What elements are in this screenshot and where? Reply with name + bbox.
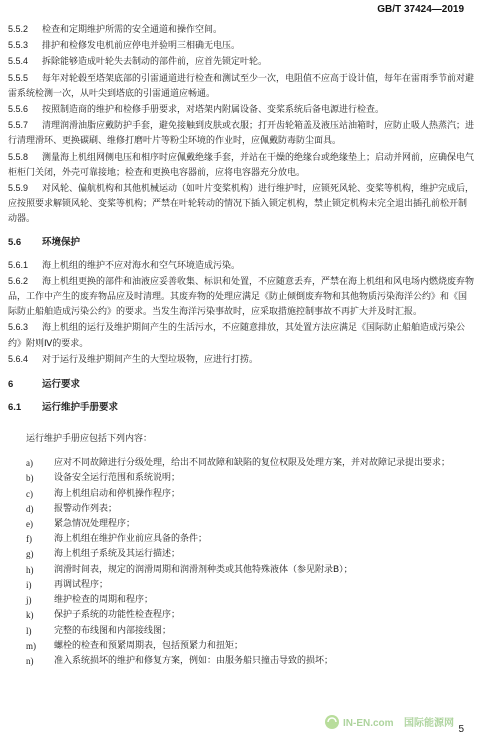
list-intro: 运行维护手册应包括下列内容： xyxy=(26,434,153,445)
list-item-j: j) 维护检查的周期和程序； xyxy=(26,595,154,606)
list-item-n: n) 准入系统损坏的维护和修复方案，例如：由服务船只撞击导致的损坏； xyxy=(26,655,334,666)
list-item-b: b) 设备安全运行范围和系统说明； xyxy=(26,473,181,484)
page-content xyxy=(8,22,474,669)
standard-number: GB/T 37424—2019 xyxy=(377,4,464,15)
clause-5-5-7: 5.5.7 清理润滑油脂应戴防护手套，避免接触到皮肤或衣服；打开齿轮箱盖及液压站油箱时，应防止吸人热蒸汽；进行清理滑环、更换碳刷、维修打磨叶片等粉尘环境的作业时，应佩戴防毒防尘面具。 xyxy=(8,120,475,147)
watermark-logo xyxy=(324,711,474,733)
list-item-l: l) 完整的布线图和内部接线图； xyxy=(26,625,172,636)
section-heading-6: 6 运行要求 xyxy=(8,379,81,391)
list-item-a: a) 应对不同故障进行分级处理，给出不同故障和缺陷的复位权限及处理方案，并对故障记录提出要求； xyxy=(26,458,451,469)
clause-5-5-3: 5.5.3 排护和检修发电机前应停电并验明三相确无电压。 xyxy=(8,40,241,52)
clause-5-5-8: 5.5.8 测量海上机组网侧电压和相序时应佩戴绝缘手套，并站在干燥的绝缘台或绝缘垫上；启动并网前，应确保电气柜柜门关闭，外壳可靠接地；检查和更换电容器前，应将电容器充分放电。 xyxy=(8,151,475,178)
clause-5-5-9: 5.5.9 对风轮、偏航机构和其他机械运动（如叶片变桨机构）进行维护时，应锁死风轮、变桨等机构，维护完成后，应按照要求解锁风轮、变桨等机构；严禁在叶轮转动的情况下插入锁定机构，禁止锁定机构未完全退出插孔前松开制动器。 xyxy=(8,183,475,225)
list-item-i: i) 再调试程序； xyxy=(26,579,109,590)
clause-5-5-5: 5.5.5 每年对轮毂至塔架底部的引雷通道进行检查和测试至少一次，电阻值不应高于设计值，每年在雷雨季节前对避雷系统检测一次，从叶尖到塔底的引雷通道应畅通。 xyxy=(8,72,475,99)
section-heading-5-6: 5.6 环境保护 xyxy=(8,236,81,248)
list-item-g: g) 海上机组子系统及其运行描述； xyxy=(26,549,181,560)
clause-5-6-3: 5.6.3 海上机组的运行及维护期间产生的生活污水，不应随意排放，其处置方法应满足《国际防止船舶造成污染公约》附则Ⅳ的要求。 xyxy=(8,322,466,349)
list-item-e: e) 紧急情况处理程序； xyxy=(26,519,136,530)
svg-text:IN-EN.com: IN-EN.com xyxy=(343,718,394,729)
list-item-f: f) 海上机组在维护作业前应具备的条件； xyxy=(26,534,208,545)
list-item-d: d) 报警动作列表； xyxy=(26,503,118,514)
environment-block xyxy=(8,258,474,368)
clause-5-5-2: 5.5.2 检查和定期维护所需的安全通道和操作空间。 xyxy=(8,24,223,35)
clause-5-6-1: 5.6.1 海上机组的维护不应对海水和空气环境造成污染。 xyxy=(8,259,241,271)
svg-text:国际能源网: 国际能源网 xyxy=(404,718,454,729)
clause-5-6-4: 5.6.4 对于运行及维护期间产生的大型垃圾物，应进行打捞。 xyxy=(8,353,259,365)
clause-5-5-6: 5.5.6 按照制造商的维护和检修手册要求，对塔架内附属设备、变桨系统后备电源进行检查。 xyxy=(8,104,385,116)
list-item-c: c) 海上机组启动和停机操作程序； xyxy=(26,488,181,499)
list-item-m: m) 螺栓的检查和预紧周期表，包括预紧力和扭矩； xyxy=(26,640,244,651)
maintenance-block xyxy=(8,22,474,228)
manual-content-list xyxy=(8,456,474,669)
list-item-k: k) 保护子系统的功能性检查程序； xyxy=(26,610,181,621)
list-item-h: h) 润滑时间表，规定的润滑周期和润滑剂种类或其他特殊液体（参见附录B）； xyxy=(26,564,353,575)
clause-5-5-4: 5.5.4 拆除能够造成叶轮失去制动的部件前，应首先锁定叶轮。 xyxy=(8,56,268,68)
clause-5-6-2: 5.6.2 海上机组更换的部件和油液应妥善收集、标识和处置，不应随意丢弃，严禁在海上机组和风电场内燃烧废弃物品，工作中产生的废弃物品应及时清理。其废弃物的处理应满足《防止倾倒废弃物和其他物质污染海洋公约》和《国际防止船舶造成污染公约》的要求。当发生海洋污染事故时，应采取措施控制事故不再扩大并及时汇报。 xyxy=(8,275,475,318)
page-number: 5 xyxy=(458,724,464,735)
section-heading-6-1: 6.1 运行维护手册要求 xyxy=(8,402,119,414)
